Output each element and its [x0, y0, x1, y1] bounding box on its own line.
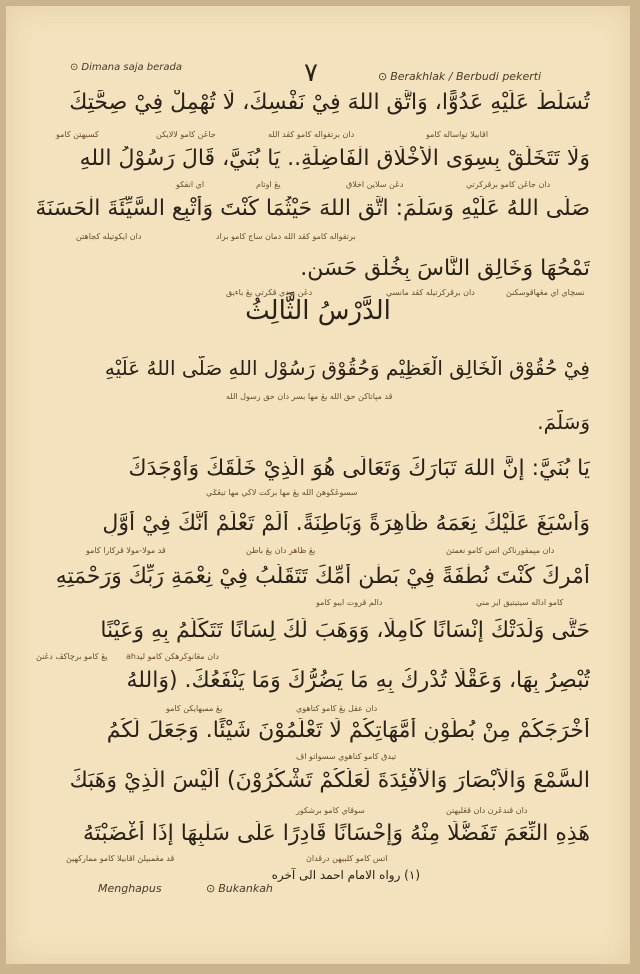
margin-note-right	[378, 70, 541, 83]
footnote: (١) رواه الامام احمد الى آخره	[271, 868, 420, 882]
interlinear-gloss: يڠ اوتام	[256, 180, 281, 189]
text-line: حَتَّى وَلَدَتْكَ إِنْسَانًا كَامِلًا، وَوَهَبَ لَكَ لِسَانًا تَتَكَلَّمُ بِهِ وَعَيْنًا	[100, 618, 590, 643]
text-line: فِيْ حُقُوْقِ الْخَالِقِ الْعَظِيْمِ وَحُقُوْقِ رَسُوْلِ اللهِ صَلَّى اللهُ عَلَيْهِ	[104, 356, 590, 380]
margin-note-left	[70, 62, 182, 73]
interlinear-gloss: يڠ ممبهايكن كامو	[166, 704, 223, 713]
interlinear-gloss: كامو اداله سيتيتيق اير مني	[476, 598, 564, 607]
text-line: تُسَلِّطُ عَلَيْهِ عَدُوًّا، وَاتَّقِ اللهَ فِيْ نَفْسِكَ، لَا تُهْمِلْ فِيْ صِحَّتِكَ	[69, 90, 590, 115]
bottom-note-right	[206, 882, 273, 895]
interlinear-gloss: سوڤاي كامو برشكور	[296, 806, 365, 815]
interlinear-gloss: اي انقكو	[176, 180, 205, 189]
interlinear-gloss: دان مڠانوڬرهكن كامو ليدah	[126, 652, 219, 661]
interlinear-gloss: كسيهتن كامو	[56, 130, 99, 139]
text-line: وَأَسْبَغَ عَلَيْكَ نِعَمَهُ ظَاهِرَةً وَبَاطِنَةً. أَلَمْ تَعْلَمْ أَنَّكَ فِيْ أَوَّلِ	[102, 511, 590, 536]
interlinear-gloss: ڤد مولا-مولا ڤركارا كامو	[86, 546, 166, 555]
text-line: أَمْرِكَ كُنْتَ نُطْفَةً فِيْ بَطْنِ أُمِّكَ تَتَقَلَّبُ فِيْ نِعْمَةِ رَبِّكَ وَرَحْمَتِهِ	[55, 564, 590, 589]
interlinear-gloss: دان ايكوتيله كجاهتن	[76, 232, 142, 241]
interlinear-gloss: دان برڤركرتيله كڤد مانسي	[386, 288, 475, 297]
interlinear-gloss: اڤابيلا تواساله كامو	[426, 130, 489, 139]
interlinear-gloss: دان عقل يڠ كامو كتاهوي	[296, 704, 378, 713]
interlinear-gloss: ڤد مڠمبيلڽ اڤابيلا كامو مماركهيڽ	[66, 854, 175, 863]
interlinear-gloss: نسچاي اي مڠهاڤوسكنڽ	[506, 288, 585, 297]
interlinear-gloss: تيدق كامو كتاهوي سسواتو اڤ	[296, 752, 397, 761]
page-number: ٧	[304, 58, 318, 88]
interlinear-gloss: جاڠن كامو لالايكن	[156, 130, 216, 139]
lesson-title: الدَّرْسُ الثَّالِثُ	[245, 296, 391, 326]
margin-note-left-text: Dimana saja berada	[81, 62, 183, 73]
interlinear-gloss: سسوڠڬوهڽ الله يڠ مها بركت لاڬي مها تيڠݢي	[206, 488, 358, 497]
margin-note-right-text: Berakhlak / Berbudi pekerti	[390, 70, 542, 83]
interlinear-gloss: دالم ڤروت ايبو كامو	[316, 598, 383, 607]
circle-mark-icon: ⊙	[206, 882, 216, 895]
text-line: السَّمْعَ وَالْأَبْصَارَ وَالْأَفْئِدَةَ لَعَلَّكُمْ تَشْكُرُوْنَ) أَلَيْسَ الَّذِيْ وَهَبَكَ	[69, 768, 590, 793]
interlinear-gloss: يڠ كامو برچاكڤ دڠنڽ	[36, 652, 108, 661]
interlinear-gloss: دڠن بودي ڤكرتي يڠ باءيق	[226, 288, 313, 297]
text-line: وَلَا تَتَخَلَّقْ بِسِوَى الْأَخْلَاقِ الْفَاضِلَةِ.. يَا بُنَيَّ، قَالَ رَسُوْلُ اللهِ	[79, 146, 590, 171]
interlinear-gloss: دان جاڠن كامو برڤركرتي	[466, 180, 551, 189]
text-line: تَمْحُهَا وَخَالِقِ النَّاسَ بِخُلُقٍ حَسَنٍ.	[300, 256, 590, 281]
circle-mark-icon: ⊙	[378, 70, 388, 83]
text-line: أَخْرَجَكُمْ مِنْ بُطُوْنِ أُمَّهَاتِكُمْ لَا تَعْلَمُوْنَ شَيْئًا. وَجَعَلَ لَكُمُ	[106, 718, 590, 743]
interlinear-gloss: اتس كامو كلبيهن درڤداڽ	[306, 854, 388, 863]
circle-mark-icon: ⊙	[70, 62, 79, 73]
interlinear-gloss: دان مڽمڤورناكن اتس كامو نعمتڽ	[446, 546, 555, 555]
interlinear-gloss: دان ڤندڠرن دان ڤڠليهتن	[446, 806, 528, 815]
text-line: وَسَلَّمَ.	[537, 410, 590, 434]
text-line: تُبْصِرُ بِهَا، وَعَقْلًا تُدْرِكُ بِهِ مَا يَضُرُّكَ وَمَا يَنْفَعُكَ. (وَاللهُ	[126, 668, 590, 693]
interlinear-gloss: يڠ ظاهر دان يڠ باطن	[246, 546, 316, 555]
interlinear-gloss: دان برتقواله كامو كڤد الله	[268, 130, 355, 139]
text-line: هَذِهِ النِّعَمَ تَفَضُّلًا مِنْهُ وَإِحْسَانًا قَادِرًا عَلَى سَلْبِهَا إِذَا أَغْضَبْتَهُ	[83, 821, 590, 846]
interlinear-gloss: دڠن سلاين اخلاق	[346, 180, 404, 189]
interlinear-gloss: برتقواله كامو كڤد الله دمان ساج كامو براد	[216, 232, 356, 241]
text-line: يَا بُنَيَّ: إِنَّ اللهَ تَبَارَكَ وَتَعَالَى هُوَ الَّذِيْ خَلَقَكَ وَأَوْجَدَكَ	[128, 456, 590, 481]
text-line: صَلَّى اللهُ عَلَيْهِ وَسَلَّمَ: اتَّقِ اللهَ حَيْثُمَا كُنْتَ وَأَتْبِعِ السَّيِّئَةَ الْحَسَنَةَ	[35, 196, 590, 221]
bottom-note-right-text: Bukankah	[218, 882, 273, 895]
scanned-page	[6, 6, 630, 964]
interlinear-gloss: ڤد مڽاتاكن حق الله يڠ مها بسر دان حق رسول الله	[226, 392, 393, 401]
bottom-note-left: Menghapus	[98, 882, 162, 895]
